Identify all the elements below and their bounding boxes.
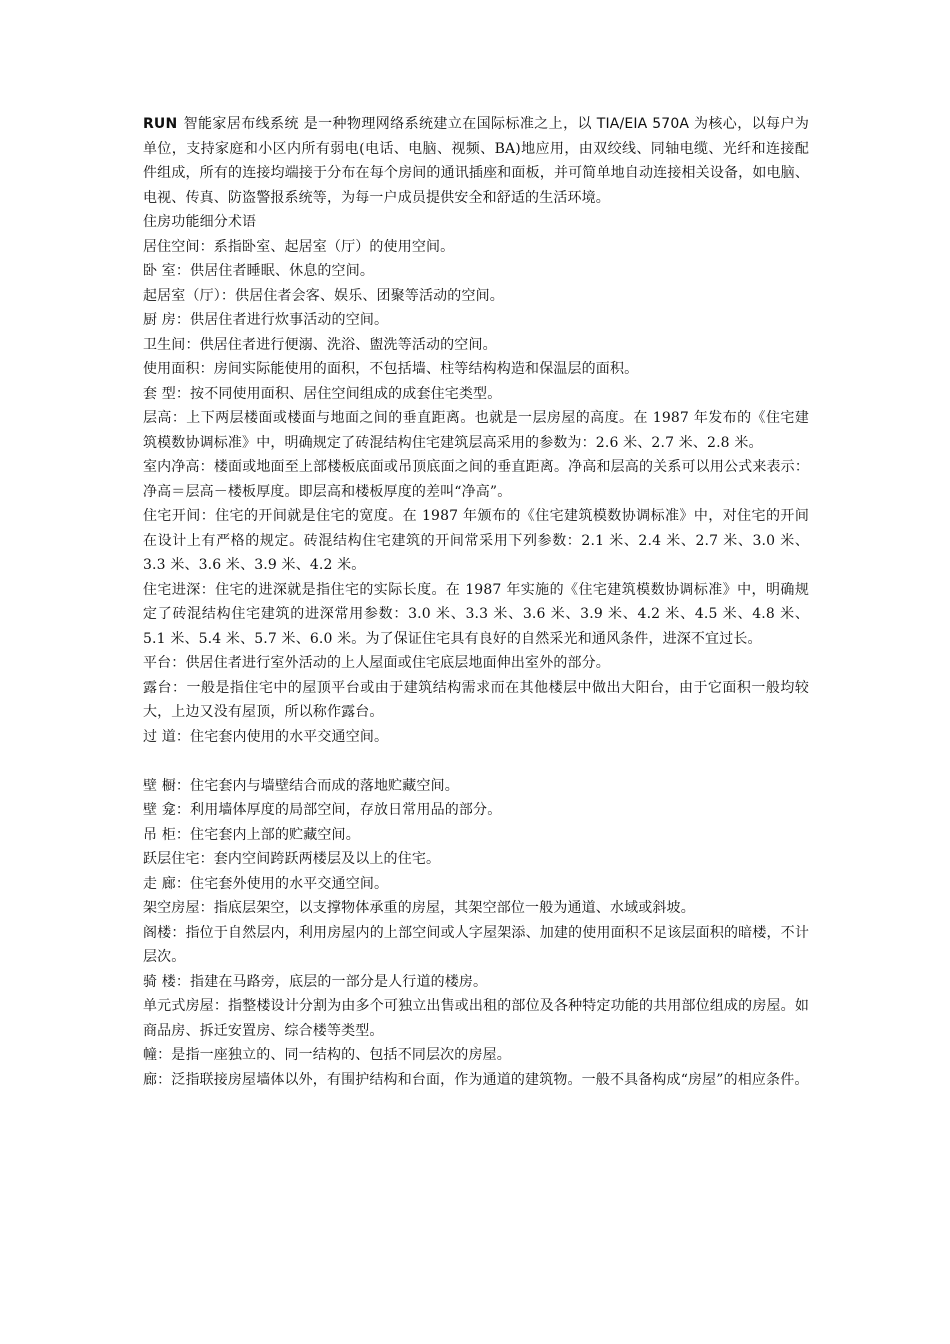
term-paragraph: 阁楼：指位于自然层内，利用房屋内的上部空间或人字屋架添、加建的使用面积不足该层面积的暗楼，不计层次。 bbox=[143, 924, 809, 965]
section-title: 住房功能细分术语 bbox=[143, 214, 257, 230]
term-paragraph: 层高：上下两层楼面或楼面与地面之间的垂直距离。也就是一层房屋的高度。在 1987 年发布的《住宅建筑模数协调标准》中，明确规定了砖混结构住宅建筑层高采用的参数为：2.6 米、2.7 米、2.8 米。 bbox=[143, 410, 809, 451]
term-paragraph: 起居室（厅）：供居住者会客、娱乐、团聚等活动的空间。 bbox=[143, 287, 504, 304]
term-paragraph: 吊 柜：住宅套内上部的贮藏空间。 bbox=[143, 826, 360, 843]
term-paragraph: 住宅进深：住宅的进深就是指住宅的实际长度。在 1987 年实施的《住宅建筑模数协调标准》中，明确规定了砖混结构住宅建筑的进深常用参数：3.0 米、3.3 米、3.6 米、3.9 米、4.2 米、4.5 米、4.8 米、5.1 米、5.4 米、5.7 米、6.0 米。为了保证住宅具有良好的自然采光和通风条件，进深不宜过长。 bbox=[143, 581, 809, 647]
brand-name: RUN bbox=[143, 116, 178, 132]
term-paragraph: 厨 房：供居住者进行炊事活动的空间。 bbox=[143, 312, 389, 328]
term-paragraph: 使用面积：房间实际能使用的面积，不包括墙、柱等结构构造和保温层的面积。 bbox=[143, 361, 639, 377]
intro-text-2: 为核心，以每户为单位，支持家庭和小区内所有弱电(电话、电脑、视频、BA)地应用，由双绞线、同轴电缆、光纤和连接配件组成，所有的连接均端接于分布在每个房间的通讯插座和面板，并可简单地自动连接相关设备，如电脑、电视、传真、防盗警报系统等，为每一户成员提供安全和舒适的生活环境。 bbox=[143, 116, 809, 206]
blank-line bbox=[143, 749, 809, 774]
term-paragraph: 过 道：住宅套内使用的水平交通空间。 bbox=[143, 728, 389, 745]
term-paragraph: 跃层住宅：套内空间跨跃两楼层及以上的住宅。 bbox=[143, 851, 441, 867]
term-paragraph: 廊：泛指联接房屋墙体以外，有围护结构和台面，作为通道的建筑物。一般不具备构成“房屋”的相应条件。 bbox=[143, 1071, 809, 1088]
intro-text-1: 智能家居布线系统 是一种物理网络系统建立在国际标准之上，以 bbox=[183, 116, 597, 132]
term-paragraph: 壁 橱：住宅套内与墙壁结合而成的落地贮藏空间。 bbox=[143, 777, 459, 794]
term-paragraph: 架空房屋：指底层架空，以支撑物体承重的房屋，其架空部位一般为通道、水域或斜坡。 bbox=[143, 900, 695, 916]
document-page bbox=[143, 112, 809, 1092]
term-paragraph: 室内净高：楼面或地面至上部楼板底面或吊顶底面之间的垂直距离。净高和层高的关系可以用公式来表示：净高＝层高－楼板厚度。即层高和楼板厚度的差叫“净高”。 bbox=[143, 459, 809, 500]
term-paragraph: 平台：供居住者进行室外活动的上人屋面或住宅底层地面伸出室外的部分。 bbox=[143, 655, 610, 671]
intro-paragraph bbox=[143, 112, 809, 210]
term-paragraph: 走 廊：住宅套外使用的水平交通空间。 bbox=[143, 875, 389, 892]
term-paragraph: 露台：一般是指住宅中的屋顶平台或由于建筑结构需求而在其他楼层中做出大阳台，由于它面积一般均较大，上边又没有屋顶，所以称作露台。 bbox=[143, 679, 809, 720]
term-paragraph: 幢：是指一座独立的、同一结构的、包括不同层次的房屋。 bbox=[143, 1047, 511, 1063]
term-paragraph: 卧 室：供居住者睡眠、休息的空间。 bbox=[143, 263, 374, 279]
term-paragraph: 单元式房屋：指整楼设计分割为由多个可独立出售或出租的部位及各种特定功能的共用部位组成的房屋。如商品房、拆迁安置房、综合楼等类型。 bbox=[143, 998, 809, 1039]
standard-name: TIA/EIA 570A bbox=[596, 116, 690, 132]
term-paragraph: 住宅开间：住宅的开间就是住宅的宽度。在 1987 年颁布的《住宅建筑模数协调标准》中，对住宅的开间在设计上有严格的规定。砖混结构住宅建筑的开间常采用下列参数：2.1 米、2.4 米、2.7 米、3.0 米、3.3 米、3.6 米、3.9 米、4.2 米。 bbox=[143, 508, 809, 573]
term-paragraph: 壁 龛：利用墙体厚度的局部空间，存放日常用品的部分。 bbox=[143, 802, 502, 818]
term-paragraph: 居住空间：系指卧室、起居室（厅）的使用空间。 bbox=[143, 238, 455, 255]
term-paragraph: 卫生间：供居住者进行便溺、洗浴、盥洗等活动的空间。 bbox=[143, 336, 497, 353]
term-paragraph: 套 型：按不同使用面积、居住空间组成的成套住宅类型。 bbox=[143, 385, 502, 402]
term-paragraph: 骑 楼：指建在马路旁，底层的一部分是人行道的楼房。 bbox=[143, 973, 488, 990]
